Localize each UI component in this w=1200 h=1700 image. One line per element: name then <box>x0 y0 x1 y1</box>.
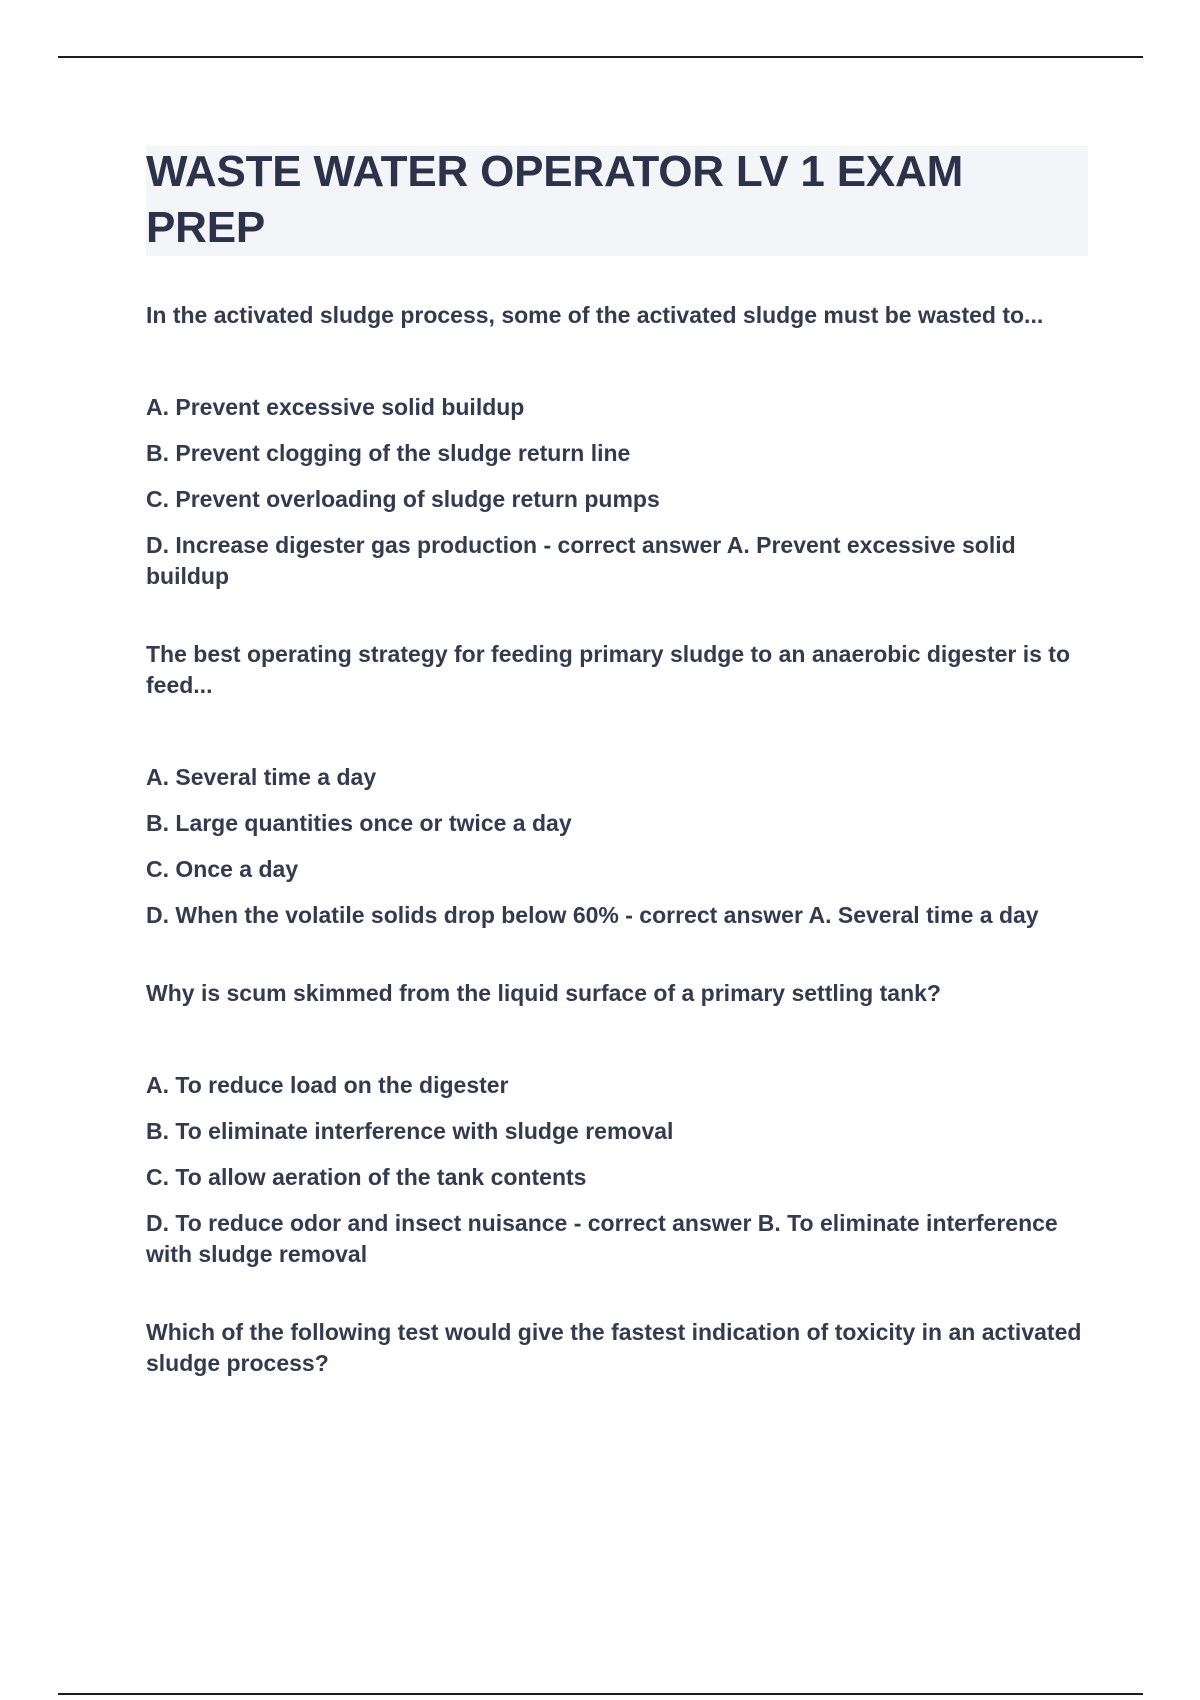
option-b: B. Prevent clogging of the sludge return line <box>146 440 631 466</box>
question-block-3 <box>146 978 1096 1270</box>
top-rule <box>58 56 1143 58</box>
option-a: A. To reduce load on the digester <box>146 1072 509 1098</box>
question-block-4 <box>146 1317 1096 1379</box>
document-title: WASTE WATER OPERATOR LV 1 EXAM PREP <box>146 147 964 252</box>
option-a: A. Several time a day <box>146 764 377 790</box>
option-d: D. To reduce odor and insect nuisance - correct answer B. To eliminate interference with sludge removal <box>146 1210 1058 1267</box>
answer-options <box>146 392 1096 592</box>
option-b: B. Large quantities once or twice a day <box>146 810 572 836</box>
question-text: Why is scum skimmed from the liquid surface of a primary settling tank? <box>146 980 941 1006</box>
question-block-2 <box>146 639 1096 931</box>
answer-options <box>146 762 1096 931</box>
option-a: A. Prevent excessive solid buildup <box>146 394 525 420</box>
option-d: D. When the volatile solids drop below 60% - correct answer A. Several time a day <box>146 902 1039 928</box>
option-c: C. Prevent overloading of sludge return pumps <box>146 486 660 512</box>
option-d: D. Increase digester gas production - correct answer A. Prevent excessive solid buildup <box>146 532 1016 589</box>
question-text: In the activated sludge process, some of the activated sludge must be wasted to... <box>146 302 1044 328</box>
option-c: C. To allow aeration of the tank contents <box>146 1164 587 1190</box>
question-text: The best operating strategy for feeding primary sludge to an anaerobic digester is to feed... <box>146 641 1071 698</box>
answer-options <box>146 1070 1096 1270</box>
bottom-rule <box>58 1693 1143 1695</box>
option-c: C. Once a day <box>146 856 299 882</box>
question-list <box>146 300 1096 1426</box>
question-block-1 <box>146 300 1096 592</box>
option-b: B. To eliminate interference with sludge removal <box>146 1118 674 1144</box>
question-text: Which of the following test would give the fastest indication of toxicity in an activated sludge process? <box>146 1319 1082 1376</box>
